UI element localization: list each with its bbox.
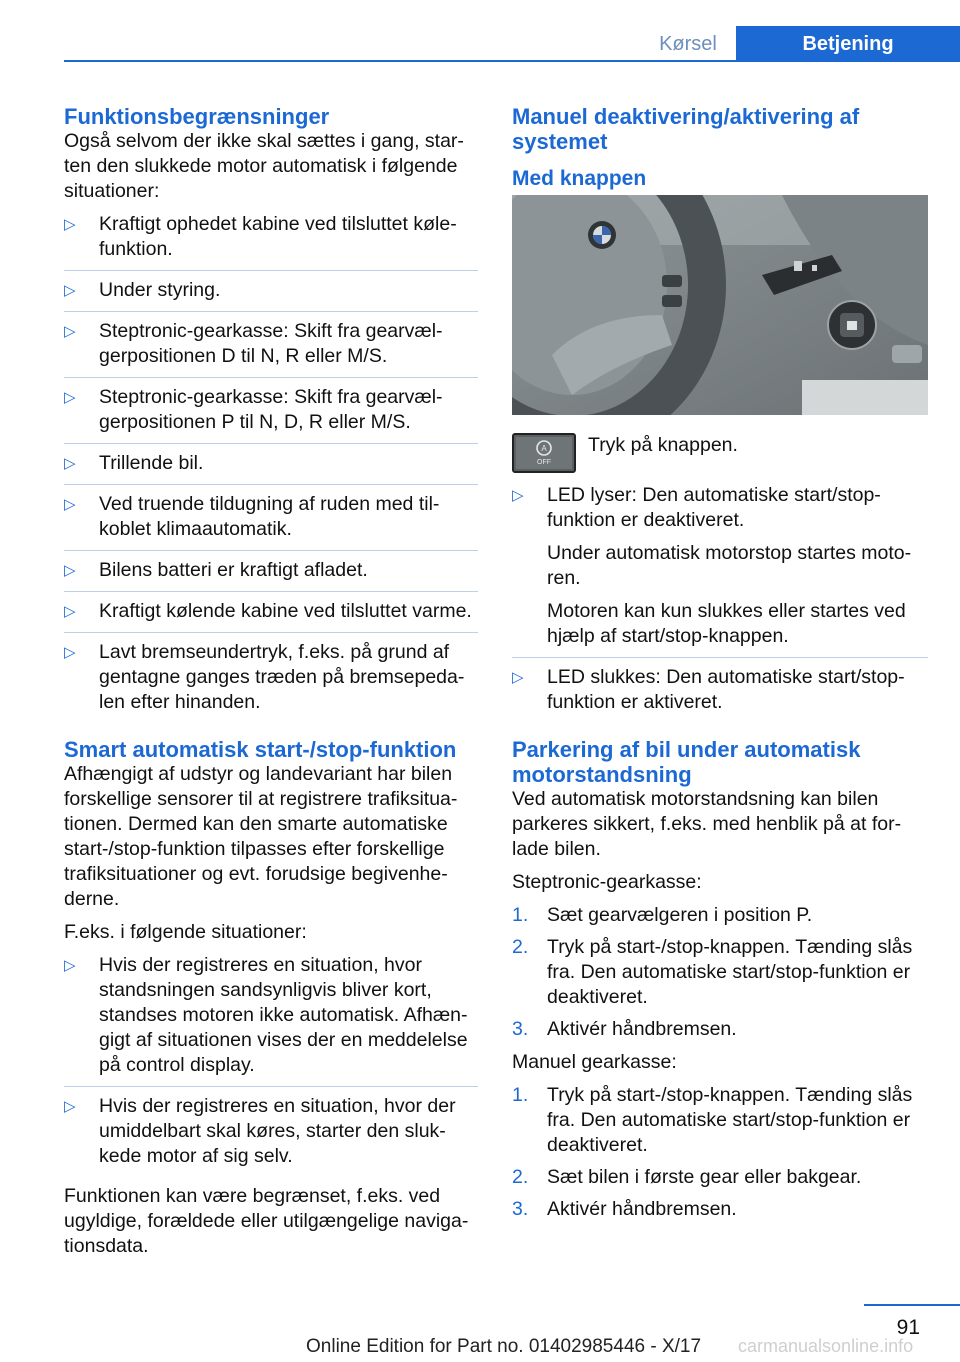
limitation-paragraph: Funktionen kan være begrænset, f.eks. ved ugyldige, forældede eller utilgængelige naviga-tionsdata. [64,1185,469,1257]
triangle-bullet-icon: ▷ [512,669,524,686]
list-item: ▷ Trillende bil. [64,451,478,485]
triangle-bullet-icon: ▷ [64,1098,76,1115]
list-item: ▷ LED slukkes: Den automatiske start/stop-funktion er aktiveret. [512,666,905,713]
manual-gearbox-label: Manuel gearkasse: [512,1051,677,1073]
list-item: ▷ LED lyser: Den automatiske start/stop-funktion er deaktiveret. Under automatisk motorstop startes moto-ren. Motoren kan kun slukkes eller startes ved hjælp af start/stop-knappen. [512,483,928,658]
step-item: 2. Tryk på start-/stop-knappen. Tænding slås fra. Den automatiske start/stop-funktion er deaktiveret. [512,936,913,1008]
triangle-bullet-icon: ▷ [512,487,524,504]
list-item: ▷ Steptronic-gearkasse: Skift fra gearvæl-gerpositionen P til N, D, R eller M/S. [64,385,478,444]
examples-intro: F.eks. i følgende situationer: [64,921,307,943]
triangle-bullet-icon: ▷ [64,496,76,513]
tab-betjening[interactable]: Betjening [736,26,960,62]
heading-smart-start-stop: Smart automatisk start-/stop-funktion [64,737,457,762]
triangle-bullet-icon: ▷ [64,957,76,974]
list-item: ▷ Ved truende tildugning af ruden med til-koblet klimaautomatik. [64,492,478,551]
triangle-bullet-icon: ▷ [64,389,76,406]
steering-wheel-photo [512,195,928,415]
smart-paragraph: Afhængigt af udstyr og landevariant har bilen forskellige sensorer til at registrere trafiksitua-tionen. Dermed kan den smarte automatiske start-/stop-funktion tilpasses efter forskellige trafiksituationer og evt. forudsige begivenhe-derne. [64,763,458,910]
list-item: ▷ Steptronic-gearkasse: Skift fra gearvæl-gerpositionen D til N, R eller M/S. [64,319,478,378]
left-column [64,104,478,1267]
triangle-bullet-icon: ▷ [64,216,76,233]
parking-paragraph: Ved automatisk motorstandsning kan bilen parkeres sikkert, f.eks. med henblik på at for-lade bilen. [512,788,902,860]
edition-footer: Online Edition for Part no. 01402985446 - X/17 [306,1336,702,1357]
auto-start-stop-off-icon [512,433,576,473]
list-item: ▷ Lavt bremseundertryk, f.eks. på grund af gentagne ganges træden på bremsepeda-len efter hinanden. [64,641,465,713]
manual-steps [512,1083,928,1222]
steptronic-steps [512,903,928,1042]
list-item: ▷ Kraftigt kølende kabine ved tilsluttet varme. [64,599,478,633]
footer-rule [864,1304,960,1306]
triangle-bullet-icon: ▷ [64,562,76,579]
button-caption: Tryk på knappen. [588,434,738,456]
list-item: ▷ Bilens batteri er kraftigt afladet. [64,558,478,592]
heading-parking: Parkering af bil under automatisk motorstandsning [512,737,861,787]
header-rule [64,60,960,62]
list-item: ▷ Hvis der registreres en situation, hvor standsningen sandsynligvis bliver kort, standses motoren ikke automatisk. Afhæn-gigt af situationen vises der en meddelelse på control display. [64,953,478,1087]
tab-korsel[interactable]: Kørsel [659,32,717,55]
restriction-list [64,212,478,723]
watermark: carmanualsonline.info [738,1336,914,1356]
intro-paragraph: Også selvom der ikke skal sættes i gang, star-ten den slukkede motor automatisk i følgende situationer: [64,130,464,202]
right-column [512,104,928,1230]
list-item: ▷ Hvis der registreres en situation, hvor der umiddelbart skal køres, starter den sluk-kede motor af sig selv. [64,1095,456,1167]
situation-list [64,953,478,1177]
step-item: 2. Sæt bilen i første gear eller bakgear. [512,1166,862,1188]
triangle-bullet-icon: ▷ [64,644,76,661]
heading-med-knappen: Med knappen [512,167,647,190]
step-item: 3. Aktivér håndbremsen. [512,1018,737,1040]
triangle-bullet-icon: ▷ [64,323,76,340]
step-item: 3. Aktivér håndbremsen. [512,1198,737,1220]
led-list [512,483,928,723]
button-row [512,433,928,473]
step-item: 1. Sæt gearvælgeren i position P. [512,904,813,926]
list-item: ▷ Kraftigt ophedet kabine ved tilsluttet køle-funktion. [64,212,478,271]
step-item: 1. Tryk på start-/stop-knappen. Tænding slås fra. Den automatiske start/stop-funktion er deaktiveret. [512,1084,913,1156]
triangle-bullet-icon: ▷ [64,603,76,620]
list-item: ▷ Under styring. [64,278,478,312]
heading-funktionsbegraensninger: Funktionsbegrænsninger [64,104,330,129]
svg-text:A: A [541,444,547,453]
heading-manual-deactivation: Manuel deaktivering/aktivering af systemet [512,104,860,154]
svg-text:OFF: OFF [537,459,551,466]
triangle-bullet-icon: ▷ [64,282,76,299]
steptronic-label: Steptronic-gearkasse: [512,871,702,893]
page-number: 91 [896,1316,920,1339]
triangle-bullet-icon: ▷ [64,455,76,472]
